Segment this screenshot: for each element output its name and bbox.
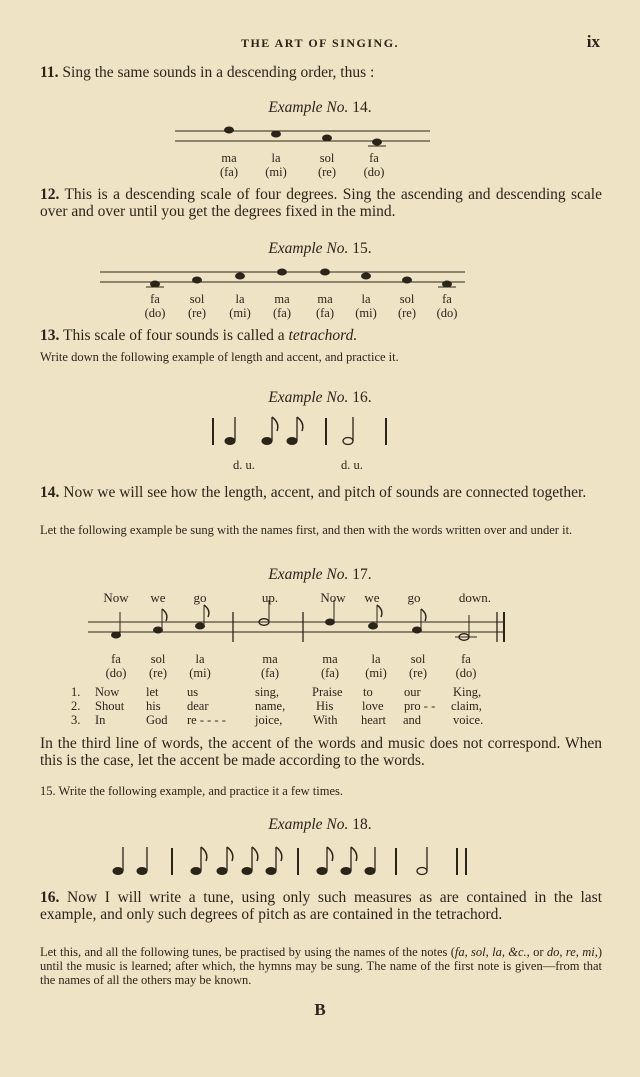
lyric-word: our <box>404 685 421 699</box>
syllable-letter: (do) <box>363 165 385 179</box>
word-above: Now <box>103 590 129 605</box>
syllable-letter: (fa) <box>260 666 280 680</box>
instruction-16 <box>40 945 602 987</box>
para-number: 12. <box>40 186 60 203</box>
para-text: Sing the same sounds in a descending order, thus : <box>58 64 375 81</box>
syllable-letter: (re) <box>148 666 168 680</box>
accent-mark: d. u. <box>341 458 363 472</box>
para-text: Now I will write a tune, using only such measures as are contained in the last example, and only such degrees of pitch as are contained in the tetrachord. <box>40 889 602 923</box>
para-text: This is a descending scale of four degrees. Sing the ascending and descending scale over and over until you get the degrees fixed in the mind. <box>40 186 602 220</box>
syllable-letter: (do) <box>436 306 458 320</box>
paragraph-accent-note: In the third line of words, the accent of the words and music does not correspond. When this is the case, let the accent be made according to the words. <box>40 735 602 769</box>
note-head <box>272 131 281 137</box>
page-number: ix <box>586 32 600 51</box>
instruction-15: 15. Write the following example, and practice it a few times. <box>40 784 343 798</box>
example-16-title <box>0 389 640 407</box>
note-head <box>373 139 382 145</box>
word-above: go <box>193 590 207 605</box>
lyric-word: Now <box>95 685 120 699</box>
para-text: This scale of four sounds is called a <box>59 327 289 344</box>
syllable: la <box>195 652 205 666</box>
word-above: down. <box>458 590 492 605</box>
syllable-letter: (fa) <box>320 666 340 680</box>
example-number: 18. <box>348 816 372 833</box>
lyric-word: to <box>363 685 373 699</box>
syllable: ma <box>322 652 338 666</box>
syllable-letter: (mi) <box>365 666 387 680</box>
para-number: 11. <box>40 64 59 81</box>
lyric-word: voice. <box>453 713 484 727</box>
lyric-word: dear <box>187 699 209 713</box>
syllable-letter: (fa) <box>219 165 239 179</box>
lyric-word: With <box>313 713 338 727</box>
example-label: Example No. <box>268 240 349 257</box>
word-above: we <box>364 590 380 605</box>
syllable: sol <box>319 151 335 165</box>
syllable: ma <box>262 652 278 666</box>
word-above: up. <box>261 590 279 605</box>
syllable: ma <box>317 292 333 306</box>
syllable-letter: (mi) <box>229 306 251 320</box>
syllable-letter: (mi) <box>355 306 377 320</box>
running-title: THE ART OF SINGING. <box>240 36 400 50</box>
syllable: ma <box>274 292 290 306</box>
syllable-letter: (mi) <box>265 165 287 179</box>
lyric-word: In <box>95 713 106 727</box>
lyric-word: re - - - - <box>187 713 226 727</box>
syllable: sol <box>399 292 415 306</box>
syllable-letter: (do) <box>455 666 477 680</box>
lyric-word: His <box>316 699 334 713</box>
example-number: 16. <box>348 389 372 406</box>
example-label: Example No. <box>268 389 349 406</box>
verse-number: 3. <box>71 713 81 727</box>
lyric-word: pro - - <box>404 699 436 713</box>
lyric-word: and <box>403 713 422 727</box>
syllable: sol <box>150 652 166 666</box>
example-17-title <box>0 566 640 584</box>
syllable: la <box>271 151 281 165</box>
example-number: 15. <box>348 240 372 257</box>
lyric-word: Shout <box>95 699 125 713</box>
paragraph-12 <box>40 186 602 220</box>
syllable-letter: (re) <box>317 165 337 179</box>
syllable: la <box>361 292 371 306</box>
word-above: go <box>407 590 421 605</box>
accent-mark: d. u. <box>233 458 255 472</box>
paragraph-14 <box>40 484 602 501</box>
note-head <box>225 127 234 133</box>
syllable-letter: (re) <box>187 306 207 320</box>
syllable: fa <box>150 292 160 306</box>
paragraph-16 <box>40 889 602 923</box>
syllable-letter: (re) <box>408 666 428 680</box>
note-head <box>323 135 332 141</box>
lyric-word: his <box>146 699 161 713</box>
syllable: sol <box>410 652 426 666</box>
signature-mark: B <box>314 1000 326 1019</box>
syllable-letter: (do) <box>105 666 127 680</box>
note-names: fa, sol, la, &c., <box>454 945 530 959</box>
lyric-word: heart <box>361 713 386 727</box>
syllable: la <box>371 652 381 666</box>
lyric-word: name, <box>255 699 286 713</box>
syllable-letter: (fa) <box>272 306 292 320</box>
lyric-word: sing, <box>255 685 279 699</box>
lyric-word: claim, <box>451 699 482 713</box>
example-18-title <box>0 816 640 834</box>
instruction-text: or <box>529 945 547 959</box>
word-above: Now <box>320 590 346 605</box>
para-number: 14. <box>40 484 60 501</box>
verse-number: 2. <box>71 699 81 713</box>
para-number: 13. <box>40 327 60 344</box>
syllable-letter: (do) <box>144 306 166 320</box>
para-text: Now we will see how the length, accent, and pitch of sounds are connected together. <box>59 484 587 501</box>
syllable-letter: (fa) <box>315 306 335 320</box>
lyric-word: love <box>362 699 384 713</box>
lyric-word: let <box>146 685 159 699</box>
lyric-word: joice, <box>255 713 283 727</box>
syllable: ma <box>221 151 237 165</box>
lyric-word: King, <box>453 685 482 699</box>
example-label: Example No. <box>268 566 349 583</box>
verse-number: 1. <box>71 685 81 699</box>
example-label: Example No. <box>268 816 349 833</box>
instruction-14: Let the following example be sung with the names first, and then with the words written over and under it. <box>40 523 573 537</box>
example-number: 17. <box>348 566 372 583</box>
syllable: fa <box>111 652 121 666</box>
example-number: 14. <box>348 99 372 116</box>
example-15-title <box>0 240 640 258</box>
syllable: fa <box>442 292 452 306</box>
lyric-word: God <box>146 713 168 727</box>
word-above: we <box>150 590 166 605</box>
term: tetrachord. <box>288 327 358 344</box>
syllable: la <box>235 292 245 306</box>
syllable-letter: (re) <box>397 306 417 320</box>
syllable: fa <box>369 151 379 165</box>
note-names: do, re, mi, <box>546 945 598 959</box>
lyric-word: Praise <box>312 685 343 699</box>
example-label: Example No. <box>268 99 349 116</box>
syllable: fa <box>461 652 471 666</box>
paragraph-13 <box>40 327 602 344</box>
syllable: sol <box>189 292 205 306</box>
syllable-letter: (mi) <box>189 666 211 680</box>
para-number: 16. <box>40 889 60 906</box>
instruction-text: Let this, and all the following tunes, be practised by using the names of the notes ( <box>40 945 455 959</box>
lyric-word: us <box>187 685 199 699</box>
instruction-text: ) until the music is learned; after which, the hymns may be sung. The name of the first note is given—from that the names of all the others may be known. <box>40 945 603 987</box>
instruction-13: Write down the following example of length and accent, and practice it. <box>40 350 399 364</box>
